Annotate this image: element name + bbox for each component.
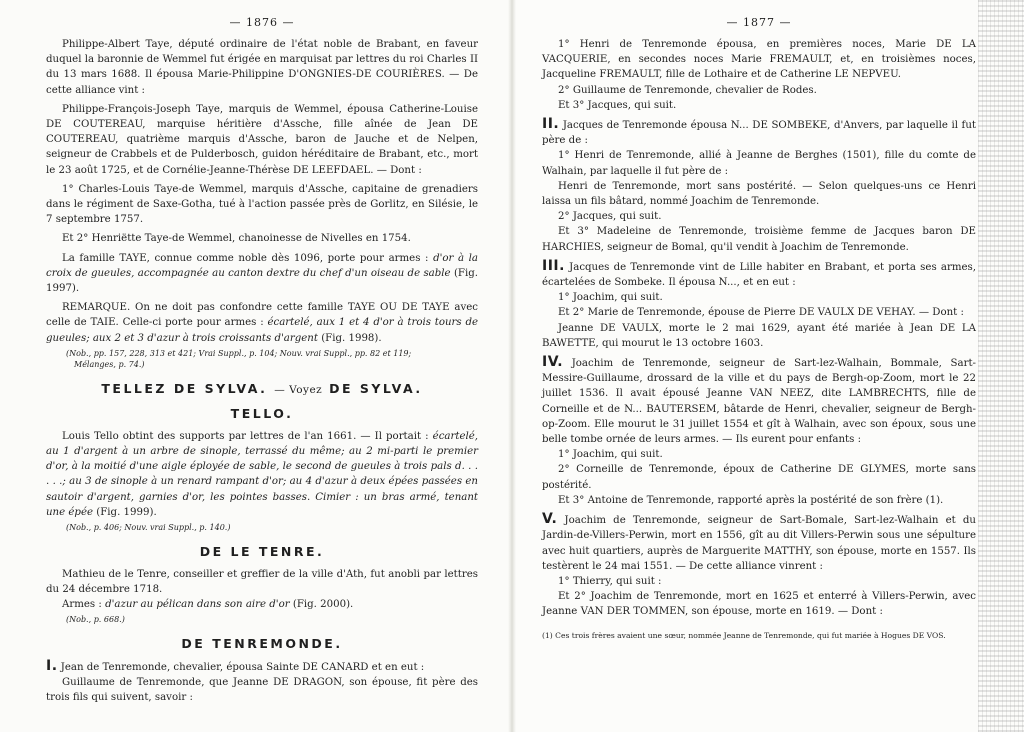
paragraph: 2° Corneille de Tenremonde, époux de Catherine DE GLYMES, morte sans postérité. — [542, 464, 976, 491]
paragraph: Mathieu de le Tenre, conseiller et greffier de la ville d'Ath, fut anobli par lettres du 24 décembre 1718. — [46, 568, 478, 595]
page-number-left: — 1876 — — [229, 16, 295, 29]
reference: (Nob., p. 406; Nouv. vrai Suppl., p. 140.) — [66, 523, 231, 533]
page-number-right: — 1877 — — [726, 16, 792, 29]
paragraph: 1° Thierry, qui suit : — [558, 575, 662, 587]
paragraph: 1° Charles-Louis Taye-de Wemmel, marquis d'Assche, capitaine de grenadiers dans le régiment de Saxe-Gotha, tué à l'action passée près de Gorlitz, en Silésie, le 7 septembre 1757. — [46, 183, 478, 226]
paragraph-taye-arms: La famille TAYE, connue comme noble dès 1096, porte pour armes : d'or à la croix de gueules, accompagnée au canton dextre du chef d'un oiseau de sable (Fig. 1997). — [46, 252, 478, 295]
scan-edge-noise — [978, 0, 1024, 732]
paragraph-remarque: REMARQUE. On ne doit pas confondre cette famille TAYE OU DE TAYE avec celle de TAIE. Celle-ci porte pour armes : écartelé, aux 1 et 4 d'or à trois tours de gueules; aux 2 et 3 d'azur à trois croissants d'argent (Fig. 1998). — [46, 302, 479, 344]
paragraph: Guillaume de Tenremonde, que Jeanne DE DRAGON, son épouse, fit père des trois fils qui suivent, savoir : — [46, 676, 478, 704]
footnote: (1) Ces trois frères avaient une sœur, nommée Jeanne de Tenremonde, qui fut mariée à Hogues DE VOS. — [542, 630, 946, 640]
generation-5: V. Joachim de Tenremonde, seigneur de Sart-Bomale, Sart-lez-Walhain et du Jardin-de-Villers-Perwin, mort en 1556, gît au dit Villers-Perwin sous une sépulture avec huit quartiers, auprès de Marguerite MATTHY, son épouse, morte en 1557. Ils testèrent le 24 mai 1551. — De cette alliance vinrent : — [542, 511, 976, 572]
paragraph: Et 2° Joachim de Tenremonde, mort en 1625 et enterré à Villers-Perwin, avec Jeanne VAN DER TOMMEN, son épouse, morte en 1619. — Dont : — [542, 591, 976, 618]
paragraph: 2° Guillaume de Tenremonde, chevalier de Rodes. — [558, 84, 817, 96]
paragraph: Henri de Tenremonde, mort sans postérité. — Selon quelques-uns ce Henri laissa un fils bâtard, nommé Joachim de Tenremonde. — [542, 180, 976, 208]
paragraph: Et 3° Jacques, qui suit. — [558, 99, 677, 111]
paragraph: Et 3° Antoine de Tenremonde, rapporté après la postérité de son frère (1). — [558, 494, 944, 506]
generation-3: III. Jacques de Tenremonde vint de Lille habiter en Brabant, et porta ses armes, écartelées de Sombeke. Il épousa N..., et en eut : — [542, 257, 976, 289]
paragraph: Jeanne DE VAULX, morte le 2 mai 1629, ayant été mariée à Jean DE LA BAWETTE, qui mourut le 13 octobre 1603. — [542, 322, 976, 349]
reference: Mélanges, p. 74.) — [74, 360, 145, 370]
generation-4: IV. Joachim de Tenremonde, seigneur de Sart-lez-Walhain, Bommale, Sart-Messire-Guillaume, drossard de la ville et du pays de Bergh-op-Zoom, mort le 22 juillet 1536. Il avait épousé Jeanne VAN NEEZ, dite LAMBRECHTS, fille de Corneille et de N... BAUTERSEM, bâtarde de Henri, chevalier, seigneur de Bergh-op-Zoom. Elle mourut le 31 juillet 1554 et gît à Walhain, avec son époux, sous une belle tombe ornée de leurs armes. — Ils eurent pour enfants : — [542, 354, 976, 446]
paragraph-tenre-arms: Armes : d'azur au pélican dans son aire d'or (Fig. 2000). — [62, 598, 354, 610]
paragraph: 1° Henri de Tenremonde épousa, en premières noces, Marie DE LA VACQUERIE, en secondes noces Marie FREMAULT, et, en troisièmes noces, Jacqueline FREMAULT, fille de Lothaire et de Catherine LE NEPVEU. — [542, 39, 976, 81]
right-page — [512, 0, 1024, 732]
generation-1: I. Jean de Tenremonde, chevalier, épousa Sainte DE CANARD et en eut : — [46, 657, 425, 674]
heading-de-le-tenre: DE LE TENRE. — [199, 543, 325, 559]
reference: (Nob., p. 668.) — [66, 615, 125, 625]
paragraph: 1° Joachim, qui suit. — [558, 449, 663, 461]
paragraph: Philippe-Albert Taye, député ordinaire de l'état noble de Brabant, en faveur duquel la baronnie de Wemmel fut érigée en marquisat par lettres du roi Charles II du 13 mars 1688. Il épousa Marie-Philippine D'ONGNIES-DE COURIÈRES. — De cette alliance vint : — [46, 39, 478, 96]
paragraph: Et 2° Henriëtte Taye-de Wemmel, chanoinesse de Nivelles en 1754. — [62, 233, 411, 245]
paragraph: 1° Henri de Tenremonde, allié à Jeanne de Berghes (1501), fille du comte de Walhain, par laquelle il fut père de : — [542, 150, 976, 177]
heading-tello: TELLO. — [230, 405, 294, 421]
paragraph: Et 2° Marie de Tenremonde, épouse de Pierre DE VAULX DE VEHAY. — Dont : — [558, 307, 964, 319]
paragraph: 2° Jacques, qui suit. — [558, 211, 662, 223]
heading-tellez: TELLEZ DE SYLVA. — Voyez DE SYLVA. — [101, 380, 423, 396]
book-gutter — [508, 0, 516, 732]
paragraph: 1° Joachim, qui suit. — [558, 292, 663, 304]
paragraph-tello: Louis Tello obtint des supports par lettres de l'an 1661. — Il portait : écartelé, au 1 d'argent à un arbre de sinople, terrassé du même; au 2 mi-parti le premier d'or, à la moitié d'une aigle éployée de sable, le second de gueules à trois pals d. . . . . .; au 3 de sinople à un renard rampant d'or; au 4 d'azur à deux épées passées en sautoir d'argent, garnies d'or, les pointes basses. Cimier : un bras armé, tenant une épée (Fig. 1999). — [46, 430, 478, 518]
generation-2: II. Jacques de Tenremonde épousa N... DE SOMBEKE, d'Anvers, par laquelle il fut père de : — [542, 116, 976, 147]
paragraph: Et 3° Madeleine de Tenremonde, troisième femme de Jacques baron DE HARCHIES, seigneur de Bomal, qu'il vendit à Joachim de Tenremonde. — [542, 226, 976, 253]
reference: (Nob., pp. 157, 228, 313 et 421; Vrai Suppl., p. 104; Nouv. vrai Suppl., pp. 82 et 119; — [66, 348, 412, 358]
heading-de-tenremonde: DE TENREMONDE. — [181, 635, 343, 651]
paragraph: Philippe-François-Joseph Taye, marquis de Wemmel, épousa Catherine-Louise DE COUTEREAU, marquise héritière d'Assche, fille aînée de Jean DE COUTEREAU, quatrième marquis d'Assche, baron de Jauche et de Nelpen, seigneur de Crabbels et de Pulderbosch, guidon héréditaire de Brabant, etc., mort le 23 août 1725, et de Cornélie-Jeanne-Thérèse DE LEEFDAEL. — Dont : — [46, 103, 478, 176]
